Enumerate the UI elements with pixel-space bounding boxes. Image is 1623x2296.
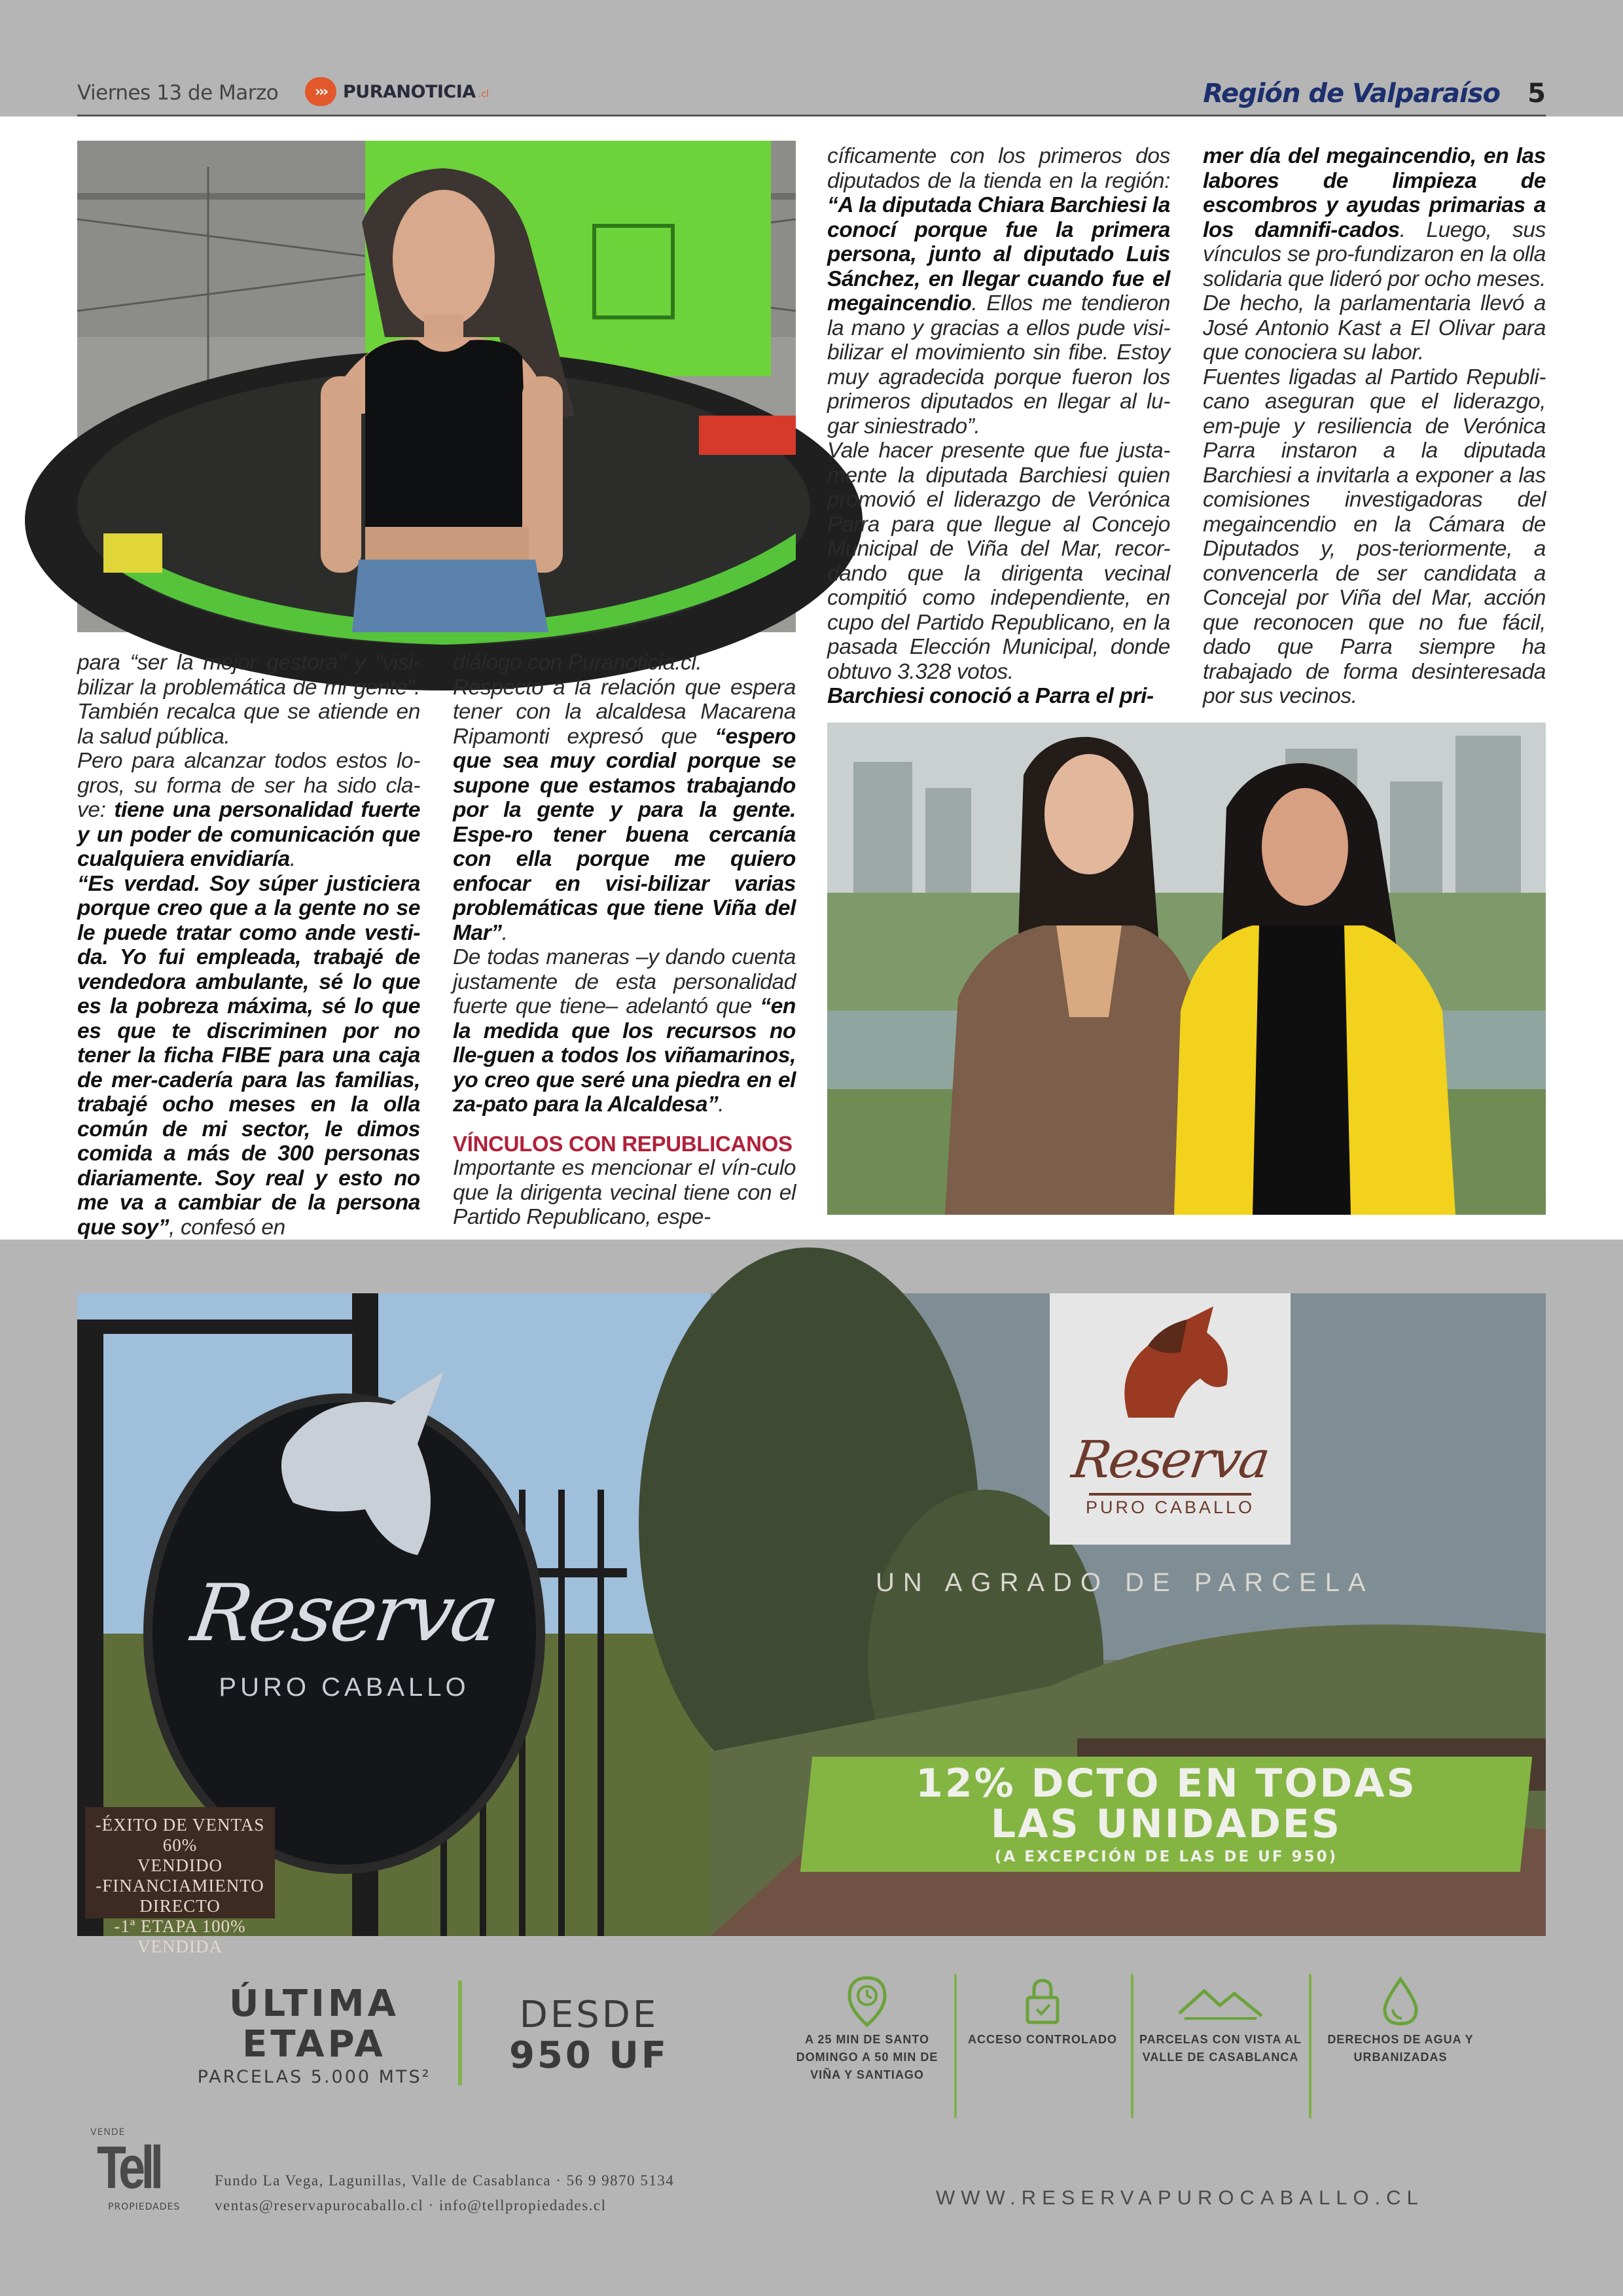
- ad-tagline: UN AGRADO DE PARCELA: [876, 1568, 1374, 1597]
- paragraph: [453, 651, 796, 675]
- feature-label: DERECHOS DE AGUA Y URBANIZADAS: [1327, 2033, 1474, 2064]
- promo-line-1: 12% DCTO EN TODAS: [916, 1761, 1417, 1806]
- promo-headline: [806, 1761, 1526, 1847]
- horse-head-icon: [1050, 1293, 1291, 1431]
- paragraph: [77, 749, 420, 872]
- ultima-line-1: ÚLTIMA: [229, 1982, 399, 2025]
- logo-underline: [1089, 1493, 1251, 1496]
- bold-quote: “en la medida que los recursos no lle-guen a todos los viñamarinos, yo creo que seré una piedra en el za-pato para la Alcaldesa”: [453, 994, 796, 1117]
- tell-subtitle: PROPIEDADES: [108, 2202, 181, 2212]
- paragraph: [1203, 144, 1546, 365]
- sales-line: DIRECTO: [139, 1896, 221, 1916]
- sales-line: -1ª ETAPA 100%: [114, 1916, 246, 1936]
- text-run: Respecto a la relación que espera tener con la alcaldesa Macarena Ripamonti expresó que: [453, 675, 796, 749]
- article-panel: [0, 117, 1623, 1240]
- seller-vende: VENDE: [90, 2127, 126, 2138]
- feature-location: [785, 1972, 949, 2084]
- text-run: . Luego, sus vínculos se pro-fundizaron en la olla solidaria que lideró por ocho meses. De hecho, la parlamentaria llevó a José Antonio Kast a El Olivar para que conociera su labor.: [1203, 217, 1546, 365]
- paragraph: [453, 945, 796, 1117]
- subheading-vinculos: VÍNCULOS CON REPUBLICANOS: [453, 1131, 793, 1156]
- feature-label: PARCELAS CON VISTA AL VALLE DE CASABLANCA: [1139, 2033, 1302, 2064]
- sales-line: VENDIDO: [137, 1856, 223, 1875]
- feature-view: [1139, 1972, 1302, 2066]
- article-column-3: [827, 144, 1170, 709]
- logo-chevrons-icon: ›››: [305, 77, 336, 106]
- bold-quote: Barchiesi conoció a Parra el pri-: [827, 684, 1154, 708]
- bold-quote: tiene una personalidad fuerte y un poder de comunicación que cualquiera envidiaría: [77, 798, 420, 871]
- promo-line-2: LAS UNIDADES: [990, 1801, 1342, 1847]
- sales-highlights: [85, 1807, 275, 1956]
- ultima-etapa: [183, 1984, 445, 2065]
- paragraph: [827, 144, 1170, 439]
- bold-quote: “Es verdad. Soy súper justiciera porque creo que a la gente no se le puede tratar como ande vesti-da. Yo fui empleada, trabajé de vendedora ambulante, sé lo que es la pobreza máxima, sé lo que es que te discriminen por no tener la ficha FIBE para una caja de mer-cadería para las familias, trabajé ocho meses en la olla común de mi sector, le dimos comida a más de 300 personas diariamente. Soy real y esto no me va a cambiar de la persona que soy”: [77, 871, 420, 1240]
- text-run: , confesó en: [169, 1215, 285, 1240]
- article-column-2: [453, 651, 796, 1230]
- bold-quote: “A la diputada Chiara Barchiesi la conocí porque fue la primera persona, junto al diputado Luis Sánchez, en llegar cuando fue el megaincendio: [827, 193, 1170, 315]
- paragraph: [1203, 365, 1546, 709]
- text-run: Vale hacer presente que fue justa-mente la diputada Barchiesi quien promovió el liderazgo de Verónica Parra para que llegue al Concejo Municipal de Viña del Mar, recor-dando que la dirigenta vecinal compitió como independiente, en cupo del Partido Republicano, en la pasada Elección Municipal, donde obtuvo 3.328 votos.: [827, 439, 1170, 684]
- column-2-text-after: [453, 1156, 796, 1230]
- article-column-4: [1203, 144, 1546, 709]
- text-run: cíficamente con los primeros dos diputados de la tienda en la región:: [827, 144, 1170, 193]
- text-run: De todas maneras –y dando cuenta justamente de esta personalidad fuerte que tiene– adelantó que: [453, 945, 796, 1018]
- text-run: .: [718, 1092, 724, 1117]
- column-2-text: [453, 651, 796, 1117]
- divider: [458, 1981, 462, 2085]
- website-link[interactable]: WWW.RESERVAPUROCABALLO.CL: [936, 2186, 1424, 2209]
- text-run: diálogo con Puranoticia.cl.: [453, 651, 702, 675]
- location-clock-icon: [785, 1972, 949, 2031]
- text-run: .: [501, 920, 508, 945]
- logo-brand: Reserva: [1068, 1431, 1272, 1490]
- price-from: [478, 1995, 700, 2076]
- promo-note: (A EXCEPCIÓN DE LAS DE UF 950): [994, 1848, 1338, 1865]
- paragraph: [77, 651, 420, 749]
- photo-two-women: [827, 723, 1546, 1215]
- text-run: Importante es mencionar el vín-culo que la dirigenta vecinal tiene con el Partido Republicano, espe-: [453, 1156, 796, 1229]
- article-column-1: [77, 651, 420, 1240]
- desde-price: 950 UF: [508, 2034, 669, 2077]
- logo-subtitle: PURO CABALLO: [1085, 1498, 1255, 1517]
- desde-label: DESDE: [519, 1994, 659, 2036]
- feature-water: [1315, 1972, 1486, 2066]
- parcelas-size: PARCELAS 5.000 MTS²: [197, 2067, 431, 2087]
- feature-label: A 25 MIN DE SANTO DOMINGO A 50 MIN DE VIÑA Y SANTIAGO: [796, 2033, 938, 2081]
- reserva-ad[interactable]: [77, 1293, 1546, 1956]
- text-run: Pero para alcanzar todos estos lo-gros, su forma de ser ha sido cla-ve:: [77, 749, 420, 822]
- paragraph: [77, 872, 420, 1240]
- sales-line: VENDIDA: [137, 1937, 223, 1956]
- section-title: Región de Valparaíso: [1203, 79, 1500, 109]
- text-run: Fuentes ligadas al Partido Republi-cano aseguran que el liderazgo, em-puje y resiliencia de Verónica Parra instaron a la diputada Barchiesi a invitarla a exponer a las comisiones investigadoras del megaincendio en la Cámara de Diputados y, pos-teriormente, a convencerla de ser candidata a Concejal por Viña del Mar, acción que reconocen que no fue fácil, dado que Parra siempre ha trabajado de forma desinteresada por sus vecinos.: [1203, 365, 1546, 708]
- feature-access: [961, 1972, 1124, 2049]
- mountains-icon: [1139, 1972, 1302, 2031]
- reserva-logo-box: [1050, 1293, 1291, 1545]
- paragraph: [453, 675, 796, 946]
- sign-subtitle: PURO CABALLO: [219, 1673, 470, 1702]
- ultima-line-2: ETAPA: [242, 2023, 386, 2066]
- text-run: . Ellos me tendieron la mano y gracias a ellos pude visi-bilizar el movimiento sin fibe. Estoy muy agradecida porque fueron los primeros diputados en llegar al lu-gar siniestrado”.: [827, 291, 1170, 439]
- water-drop-icon: [1315, 1972, 1486, 2031]
- sign-brand: Reserva: [186, 1568, 503, 1659]
- lock-icon: [961, 1972, 1124, 2031]
- logo-tld: .cl: [478, 89, 489, 99]
- paragraph: [453, 1156, 796, 1230]
- feature-divider: [1309, 1974, 1311, 2118]
- tell-logo: Tell: [97, 2134, 160, 2201]
- contact-info: [215, 2168, 674, 2218]
- sales-line: -FINANCIAMIENTO: [96, 1876, 264, 1895]
- issue-date: Viernes 13 de Marzo: [77, 81, 279, 105]
- text-run: .: [289, 847, 296, 871]
- sales-line: -ÉXITO DE VENTAS 60%: [95, 1815, 265, 1855]
- contact-emails[interactable]: ventas@reservapurocaballo.cl · info@tellpropiedades.cl: [215, 2197, 607, 2214]
- paragraph: [827, 439, 1170, 684]
- photo-woman-trampoline: [77, 141, 796, 632]
- paragraph: [827, 684, 1170, 709]
- ad-footer: [0, 1936, 1623, 2296]
- bold-quote: mer día del megaincendio, en las labores de limpieza de escombros y ayudas primarias a los damnifi-cados: [1203, 144, 1546, 242]
- logo-text: PURANOTICIA: [343, 81, 476, 102]
- text-run: para “ser la mejor gestora” y “visi-bilizar la problemática de mi gente”. También recalca que se atiende en la salud pública.: [77, 651, 420, 749]
- feature-divider: [954, 1974, 957, 2118]
- puranoticia-logo[interactable]: [305, 77, 489, 106]
- page-number: 5: [1527, 79, 1546, 109]
- contact-address: Fundo La Vega, Lagunillas, Valle de Casablanca · 56 9 9870 5134: [215, 2172, 675, 2189]
- feature-label: ACCESO CONTROLADO: [968, 2033, 1117, 2046]
- bold-quote: “espero que sea muy cordial porque se supone que estamos trabajando por la gente y para la gente. Espe-ro tener buena cercanía con ella porque me quiero enfocar en visi-bilizar varias problemáticas que tiene Viña del Mar”: [453, 724, 796, 945]
- feature-divider: [1131, 1974, 1133, 2118]
- page-header: [77, 72, 1546, 117]
